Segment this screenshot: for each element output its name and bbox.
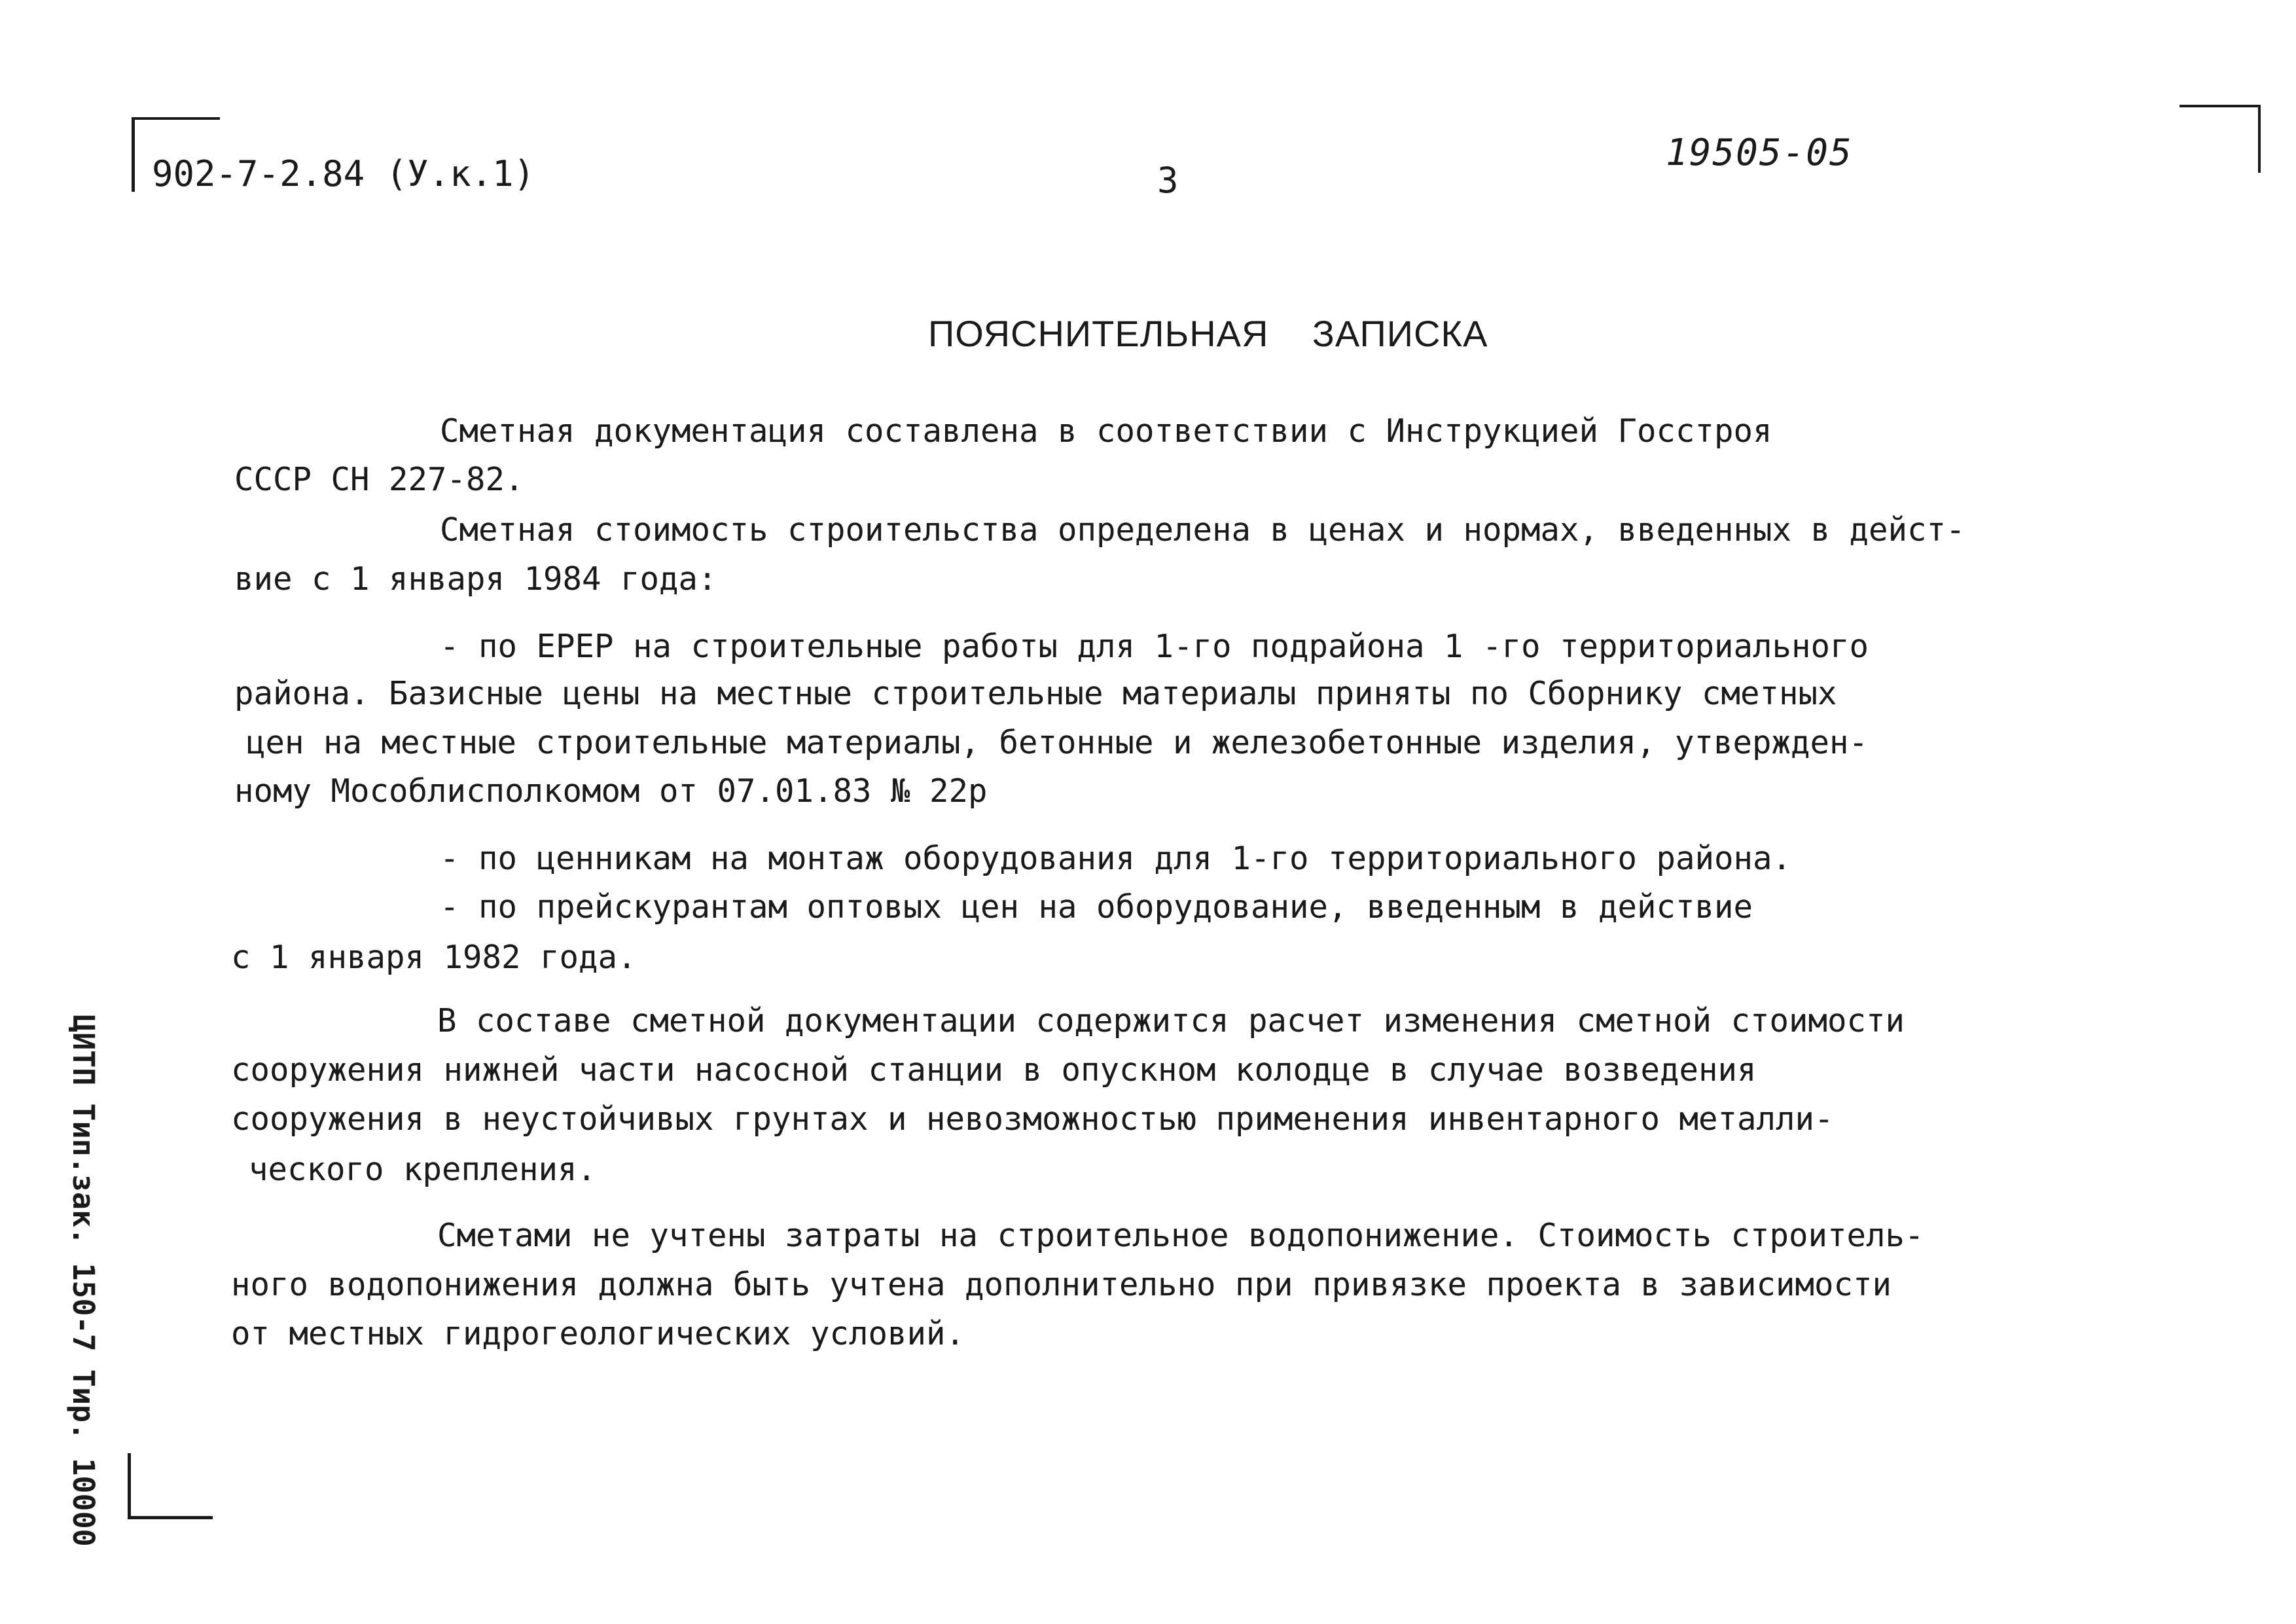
body-line: с 1 января 1982 года.: [231, 939, 637, 976]
archive-number: 19505-05: [1666, 132, 1853, 174]
page-title: ПОЯСНИТЕЛЬНАЯ ЗАПИСКА: [928, 313, 1488, 354]
body-line: цен на местные строительные материалы, бетонные и железобетонные изделия, утвержден-: [246, 724, 1869, 761]
body-line: сооружения в неустойчивых грунтах и невозможностью применения инвентарного металли-: [231, 1100, 1834, 1138]
body-line: Сметная стоимость строительства определена в ценах и нормах, введенных в дейст-: [440, 511, 1965, 549]
frame-corner-top-right: [2179, 105, 2261, 173]
body-line: ного водопонижения должна быть учтена дополнительно при привязке проекта в зависимости: [231, 1266, 1892, 1303]
body-line: В составе сметной документации содержится расчет изменения сметной стоимости: [437, 1002, 1905, 1039]
body-line: вие с 1 января 1984 года:: [234, 560, 717, 598]
body-line: сооружения нижней части насосной станции в опускном колодце в случае возведения: [231, 1051, 1757, 1089]
body-line: Сметная документация составлена в соответствии с Инструкцией Госстроя: [440, 412, 1772, 450]
body-line: СССР СН 227-82.: [234, 461, 524, 498]
body-line: - по прейскурантам оптовых цен на оборудование, введенным в действие: [440, 888, 1753, 926]
print-stamp: [66, 1015, 101, 1547]
frame-corner-bottom-left: [128, 1453, 213, 1519]
document-code: 902-7-2.84 (У.к.1): [152, 153, 535, 194]
body-line: ному Мособлисполкомом от 07.01.83 № 22р: [234, 772, 988, 810]
body-line: ческого крепления.: [249, 1151, 597, 1188]
body-line: - по ЕРЕР на строительные работы для 1-го подрайона 1 -го территориального: [440, 628, 1869, 665]
print-stamp-text: ЦИТП Тип.зак. 150-7 Тир. 10000: [66, 1015, 101, 1547]
body-line: - по ценникам на монтаж оборудования для 1-го территориального района.: [440, 840, 1792, 877]
body-line: района. Базисные цены на местные строительные материалы приняты по Сборнику сметных: [234, 675, 1837, 712]
body-line: Сметами не учтены затраты на строительное водопонижение. Стоимость строитель-: [437, 1217, 1924, 1254]
page-number: 3: [1157, 160, 1179, 201]
body-line: от местных гидрогеологических условий.: [231, 1315, 965, 1352]
